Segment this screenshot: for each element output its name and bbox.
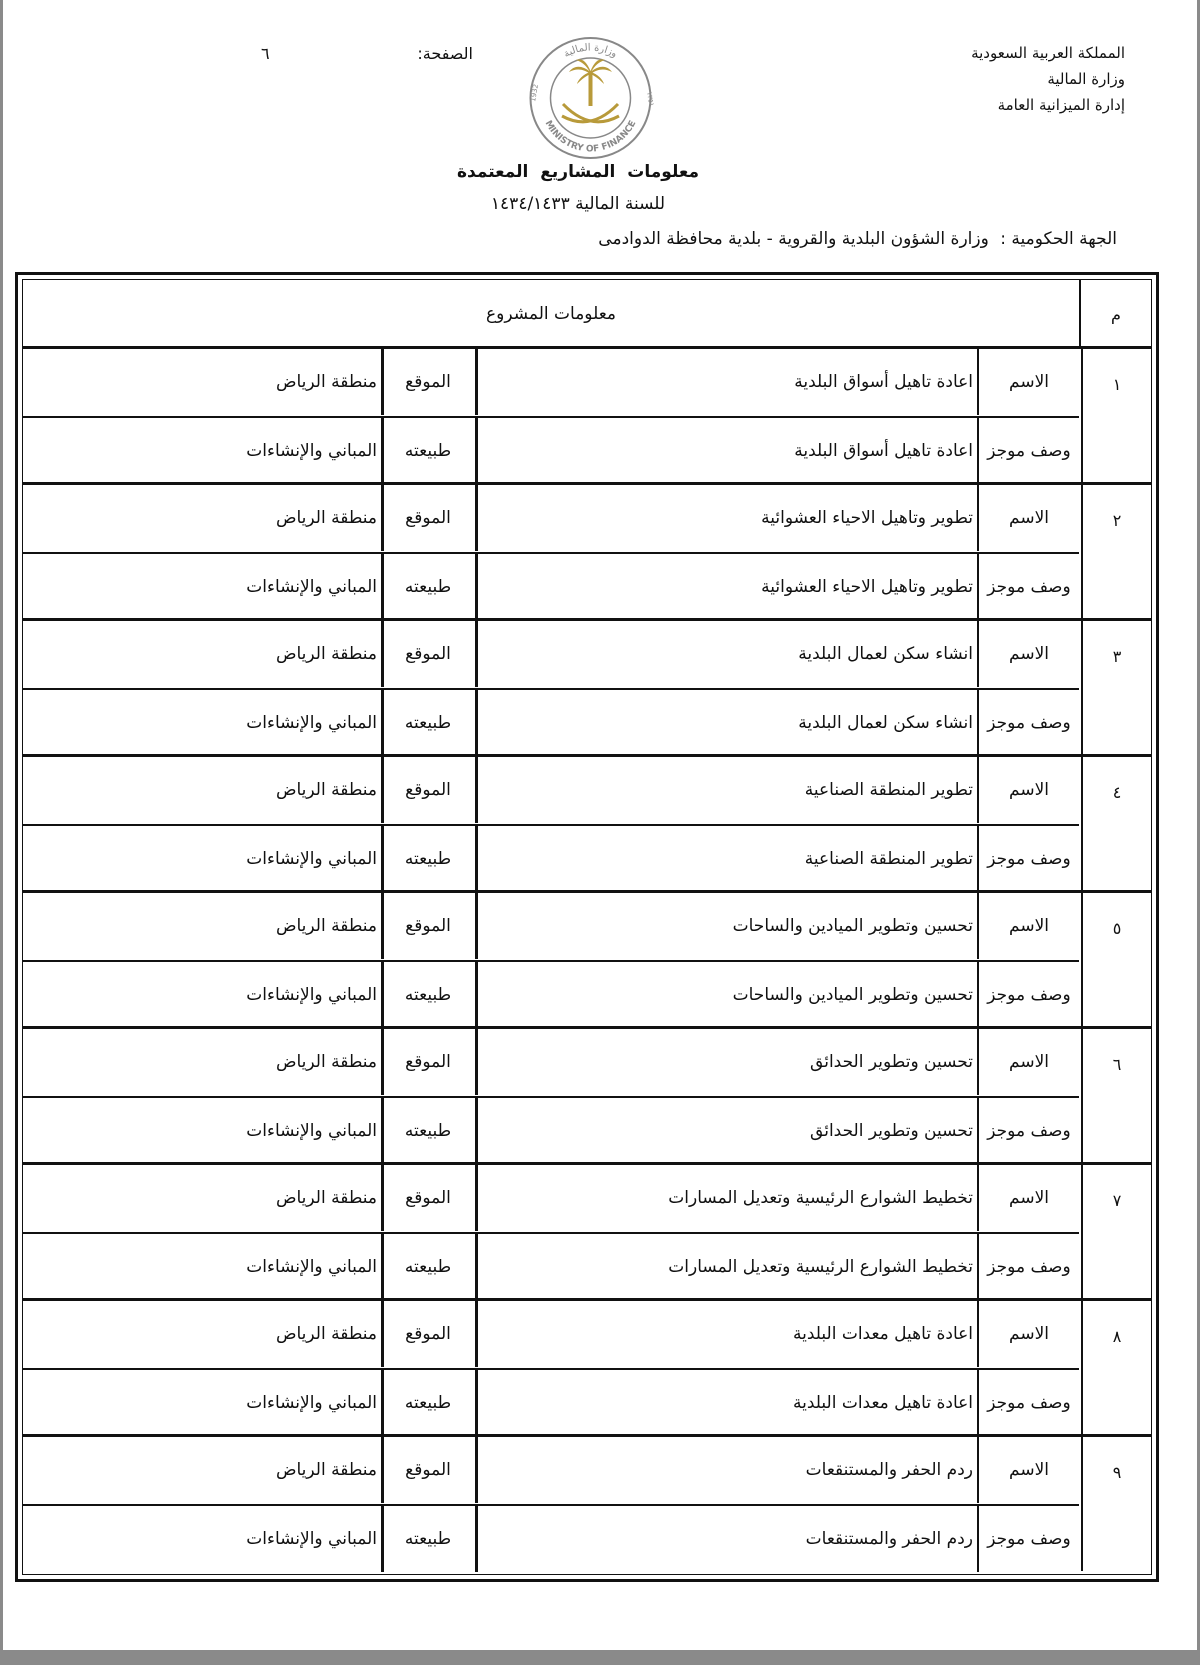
project-nature: المباني والإنشاءات (246, 1257, 377, 1277)
nature-label: طبيعته (381, 1370, 472, 1436)
project-name-row (23, 1029, 1079, 1095)
project-row (23, 1026, 1151, 1163)
description-label: وصف موجز (977, 554, 1079, 620)
location-label: الموقع (381, 1437, 472, 1503)
project-location: منطقة الرياض (275, 1324, 377, 1344)
project-name: اعادة تاهيل معدات البلدية (475, 1301, 977, 1367)
description-label: وصف موجز (977, 1098, 1079, 1164)
description-label: وصف موجز (977, 826, 1079, 892)
project-location: منطقة الرياض (275, 1052, 377, 1072)
project-description: اعادة تاهيل أسواق البلدية (475, 418, 977, 484)
project-name-row (23, 1437, 1079, 1503)
description-label: وصف موجز (977, 1370, 1079, 1436)
project-description: تطوير المنطقة الصناعية (475, 826, 977, 892)
table-header-row (23, 280, 1151, 348)
project-number: ١ (1081, 349, 1151, 483)
project-description-row (23, 1504, 1079, 1572)
ministry-of-finance-logo (523, 36, 658, 161)
nature-label: طبيعته (381, 1234, 472, 1300)
project-name: انشاء سكن لعمال البلدية (475, 621, 977, 687)
name-label: الاسم (977, 1301, 1079, 1367)
project-nature: المباني والإنشاءات (246, 1121, 377, 1141)
project-name-row (23, 757, 1079, 823)
project-nature: المباني والإنشاءات (246, 441, 377, 461)
name-label: الاسم (977, 1029, 1079, 1095)
name-label: الاسم (977, 893, 1079, 959)
project-description-row (23, 1368, 1079, 1436)
project-name: تطوير المنطقة الصناعية (475, 757, 977, 823)
project-description-row (23, 552, 1079, 620)
svg-text:1932: 1932 (529, 83, 541, 103)
project-number: ٧ (1081, 1165, 1151, 1299)
project-name: اعادة تاهيل أسواق البلدية (475, 349, 977, 415)
project-description-row (23, 824, 1079, 892)
project-nature: المباني والإنشاءات (246, 1529, 377, 1549)
nature-label: طبيعته (381, 962, 472, 1028)
nature-label: طبيعته (381, 418, 472, 484)
location-label: الموقع (381, 349, 472, 415)
project-name-row (23, 621, 1079, 687)
ministry-name: وزارة المالية (1047, 70, 1125, 88)
name-label: الاسم (977, 621, 1079, 687)
project-name-row (23, 349, 1079, 415)
document-title: معلومات المشاريع المعتمدة (456, 162, 699, 182)
svg-text:MINISTRY OF FINANCE: MINISTRY OF FINANCE (542, 119, 639, 155)
project-description-row (23, 1232, 1079, 1300)
name-label: الاسم (977, 1437, 1079, 1503)
project-description: تحسين وتطوير الحدائق (475, 1098, 977, 1164)
project-number: ٤ (1081, 757, 1151, 891)
location-label: الموقع (381, 1301, 472, 1367)
project-description-row (23, 688, 1079, 756)
project-nature: المباني والإنشاءات (246, 849, 377, 869)
nature-label: طبيعته (381, 1506, 472, 1572)
project-number: ٨ (1081, 1301, 1151, 1435)
project-nature: المباني والإنشاءات (246, 985, 377, 1005)
government-entity-label: الجهة الحكومية : (1000, 229, 1117, 249)
description-label: وصف موجز (977, 690, 1079, 756)
location-label: الموقع (381, 757, 472, 823)
document-page (3, 0, 1197, 1650)
description-label: وصف موجز (977, 1506, 1079, 1572)
project-nature: المباني والإنشاءات (246, 577, 377, 597)
svg-text:وزارة المالية: وزارة المالية (562, 42, 619, 60)
project-location: منطقة الرياض (275, 644, 377, 664)
project-name-row (23, 1301, 1079, 1367)
project-row (23, 890, 1151, 1027)
project-description-row (23, 960, 1079, 1028)
project-row (23, 754, 1151, 891)
nature-label: طبيعته (381, 690, 472, 756)
project-row (23, 1298, 1151, 1435)
project-number: ٩ (1081, 1437, 1151, 1571)
location-label: الموقع (381, 1165, 472, 1231)
government-entity-value: وزارة الشؤون البلدية والقروية - بلدية محافظة الدوادمى (598, 229, 989, 249)
location-label: الموقع (381, 485, 472, 551)
project-number: ٣ (1081, 621, 1151, 755)
project-nature: المباني والإنشاءات (246, 1393, 377, 1413)
name-label: الاسم (977, 1165, 1079, 1231)
project-number: ٥ (1081, 893, 1151, 1027)
location-label: الموقع (381, 1029, 472, 1095)
project-location: منطقة الرياض (275, 372, 377, 392)
project-description: تخطيط الشوارع الرئيسية وتعديل المسارات (475, 1234, 977, 1300)
government-entity (592, 229, 1117, 249)
description-label: وصف موجز (977, 418, 1079, 484)
name-label: الاسم (977, 485, 1079, 551)
kingdom-name: المملكة العربية السعودية (971, 44, 1125, 62)
project-name-row (23, 1165, 1079, 1231)
project-description: انشاء سكن لعمال البلدية (475, 690, 977, 756)
project-description-row (23, 1096, 1079, 1164)
project-description: ردم الحفر والمستنقعات (475, 1506, 977, 1572)
location-label: الموقع (381, 893, 472, 959)
nature-label: طبيعته (381, 826, 472, 892)
name-label: الاسم (977, 349, 1079, 415)
name-label: الاسم (977, 757, 1079, 823)
project-row (23, 346, 1151, 483)
svg-text:١٣٥١: ١٣٥١ (645, 90, 656, 108)
page-label: الصفحة: (417, 44, 473, 63)
project-name-row (23, 485, 1079, 551)
project-name: تحسين وتطوير الحدائق (475, 1029, 977, 1095)
nature-label: طبيعته (381, 554, 472, 620)
project-name: تطوير وتاهيل الاحياء العشوائية (475, 485, 977, 551)
column-header-info: معلومات المشروع (485, 304, 617, 324)
project-location: منطقة الرياض (275, 780, 377, 800)
project-name: تحسين وتطوير الميادين والساحات (475, 893, 977, 959)
project-location: منطقة الرياض (275, 916, 377, 936)
project-name-row (23, 893, 1079, 959)
project-row (23, 1162, 1151, 1299)
department-name: إدارة الميزانية العامة (997, 96, 1125, 114)
projects-table (15, 272, 1159, 1582)
project-description: اعادة تاهيل معدات البلدية (475, 1370, 977, 1436)
fiscal-year: للسنة المالية ١٤٣٤/١٤٣٣ (490, 194, 666, 214)
header-block (971, 40, 1125, 118)
description-label: وصف موجز (977, 962, 1079, 1028)
project-number: ٦ (1081, 1029, 1151, 1163)
project-nature: المباني والإنشاءات (246, 713, 377, 733)
column-header-number: م (1079, 280, 1151, 348)
project-number: ٢ (1081, 485, 1151, 619)
project-location: منطقة الرياض (275, 1460, 377, 1480)
projects-table-inner (22, 279, 1152, 1575)
project-location: منطقة الرياض (275, 508, 377, 528)
project-description-row (23, 416, 1079, 484)
project-location: منطقة الرياض (275, 1188, 377, 1208)
project-description: تطوير وتاهيل الاحياء العشوائية (475, 554, 977, 620)
project-description: تحسين وتطوير الميادين والساحات (475, 962, 977, 1028)
project-name: تخطيط الشوارع الرئيسية وتعديل المسارات (475, 1165, 977, 1231)
location-label: الموقع (381, 621, 472, 687)
page-number: ٦ (261, 44, 270, 63)
project-row (23, 618, 1151, 755)
nature-label: طبيعته (381, 1098, 472, 1164)
project-row (23, 482, 1151, 619)
project-name: ردم الحفر والمستنقعات (475, 1437, 977, 1503)
description-label: وصف موجز (977, 1234, 1079, 1300)
project-row (23, 1434, 1151, 1571)
